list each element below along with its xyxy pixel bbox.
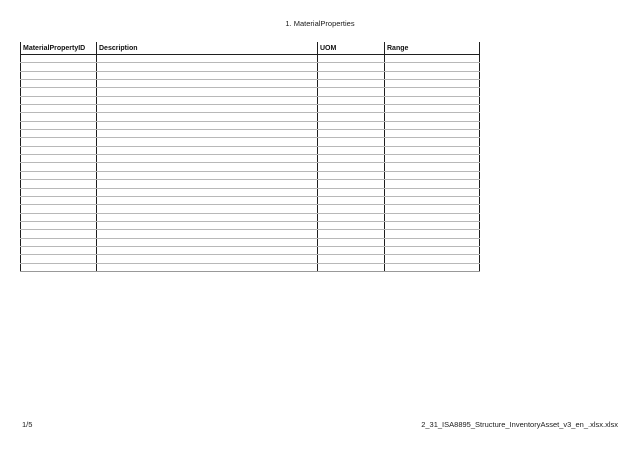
empty-cell [21,155,97,163]
empty-cell [21,55,97,63]
empty-cell [21,255,97,263]
empty-cell [318,163,385,171]
document-filename: 2_31_ISA8895_Structure_InventoryAsset_v3_en_.xlsx.xlsx [421,420,618,429]
empty-cell [318,55,385,63]
empty-cell [385,138,480,146]
empty-cell [21,71,97,79]
empty-cell [21,80,97,88]
empty-cell [21,238,97,246]
empty-cell [97,96,318,104]
empty-cell [385,88,480,96]
empty-table-row [21,205,480,213]
empty-cell [385,130,480,138]
empty-table-row [21,113,480,121]
empty-cell [97,138,318,146]
empty-cell [97,71,318,79]
empty-cell [21,63,97,71]
empty-cell [385,171,480,179]
empty-cell [97,246,318,254]
empty-cell [385,105,480,113]
empty-table-row [21,180,480,188]
empty-cell [385,155,480,163]
empty-cell [21,213,97,221]
empty-cell [385,263,480,271]
empty-cell [318,105,385,113]
empty-cell [318,246,385,254]
empty-cell [385,255,480,263]
empty-table-row [21,80,480,88]
empty-cell [97,213,318,221]
empty-cell [385,96,480,104]
empty-cell [385,71,480,79]
empty-cell [97,171,318,179]
empty-cell [21,221,97,229]
empty-cell [21,246,97,254]
empty-cell [97,230,318,238]
empty-cell [21,188,97,196]
column-header-uom: UOM [318,42,385,55]
empty-cell [318,230,385,238]
table-header-row [21,42,480,55]
empty-table-row [21,88,480,96]
empty-cell [97,63,318,71]
empty-cell [385,146,480,154]
empty-cell [385,55,480,63]
empty-table-row [21,230,480,238]
empty-cell [97,255,318,263]
empty-cell [318,238,385,246]
empty-cell [318,63,385,71]
empty-table-row [21,71,480,79]
empty-cell [318,88,385,96]
empty-cell [97,88,318,96]
empty-cell [97,180,318,188]
empty-cell [21,138,97,146]
empty-cell [318,155,385,163]
empty-cell [318,188,385,196]
empty-cell [21,263,97,271]
empty-cell [385,63,480,71]
empty-table-row [21,155,480,163]
page-number: 1/5 [22,420,33,429]
empty-cell [318,171,385,179]
empty-cell [385,246,480,254]
empty-cell [385,121,480,129]
empty-cell [97,113,318,121]
empty-table-row [21,138,480,146]
empty-cell [318,255,385,263]
empty-table-row [21,63,480,71]
empty-cell [318,205,385,213]
empty-table-row [21,105,480,113]
empty-table-row [21,221,480,229]
empty-table-row [21,130,480,138]
column-header-description: Description [97,42,318,55]
empty-cell [21,105,97,113]
empty-cell [97,221,318,229]
empty-cell [385,213,480,221]
empty-cell [21,180,97,188]
empty-cell [385,188,480,196]
column-header-materialpropertyid: MaterialPropertyID [21,42,97,55]
empty-cell [318,130,385,138]
sheet-title: 1. MaterialProperties [285,19,355,28]
empty-cell [21,146,97,154]
empty-cell [97,155,318,163]
empty-table-row [21,121,480,129]
empty-table-row [21,246,480,254]
empty-cell [21,163,97,171]
empty-cell [21,171,97,179]
empty-cell [385,238,480,246]
empty-cell [21,113,97,121]
empty-table-row [21,146,480,154]
empty-table-row [21,188,480,196]
empty-cell [97,121,318,129]
empty-cell [21,96,97,104]
empty-cell [385,113,480,121]
empty-table-row [21,196,480,204]
empty-cell [21,205,97,213]
empty-cell [318,113,385,121]
empty-cell [97,196,318,204]
empty-cell [385,230,480,238]
empty-cell [21,130,97,138]
empty-cell [385,196,480,204]
empty-cell [385,180,480,188]
empty-cell [318,80,385,88]
empty-cell [318,263,385,271]
empty-cell [97,263,318,271]
empty-cell [21,196,97,204]
empty-cell [97,146,318,154]
empty-cell [97,80,318,88]
empty-cell [318,121,385,129]
empty-cell [318,96,385,104]
empty-cell [318,146,385,154]
empty-cell [97,55,318,63]
page-footer [22,420,618,429]
empty-cell [97,163,318,171]
material-properties-table [20,42,480,272]
empty-cell [97,130,318,138]
empty-cell [318,213,385,221]
empty-cell [97,105,318,113]
empty-table-row [21,96,480,104]
empty-table-row [21,171,480,179]
empty-cell [97,188,318,196]
empty-table-row [21,213,480,221]
empty-cell [318,196,385,204]
empty-cell [385,221,480,229]
empty-cell [318,221,385,229]
empty-cell [318,138,385,146]
empty-table-row [21,163,480,171]
empty-cell [318,180,385,188]
empty-cell [21,230,97,238]
column-header-range: Range [385,42,480,55]
empty-cell [385,163,480,171]
empty-cell [97,238,318,246]
empty-cell [385,205,480,213]
empty-table-row [21,255,480,263]
empty-table-row [21,238,480,246]
empty-cell [318,71,385,79]
empty-cell [21,121,97,129]
empty-cell [385,80,480,88]
empty-cell [21,88,97,96]
empty-cell [97,205,318,213]
empty-table-row [21,55,480,63]
empty-table-row [21,263,480,271]
